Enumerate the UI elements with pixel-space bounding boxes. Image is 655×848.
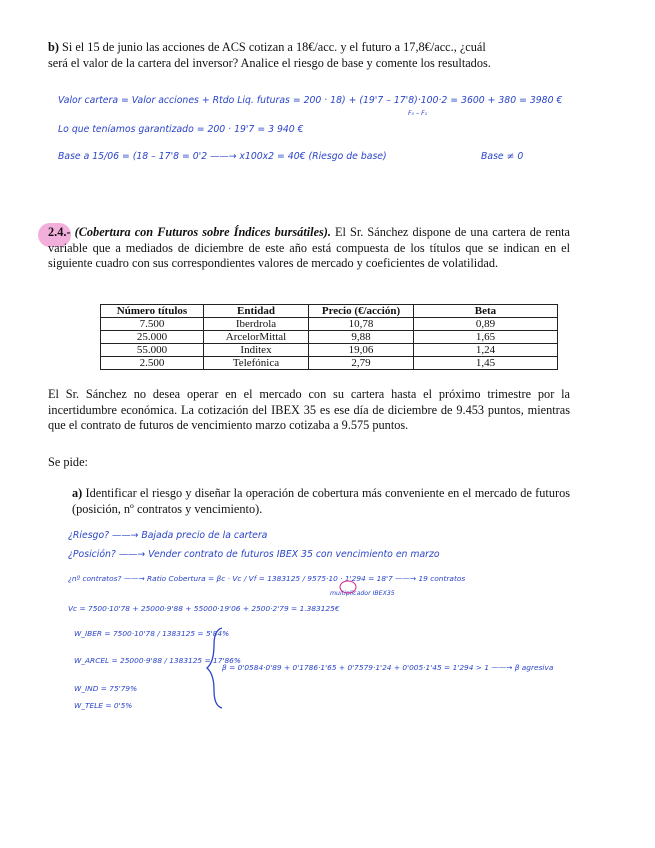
table-cell: 1,24 [414, 344, 558, 357]
hw-b-line3: Base a 15/06 = (18 – 17'8 = 0'2 ——→ x100x2 = 40€ (Riesgo de base) [58, 151, 387, 162]
question-a-text: Identificar el riesgo y diseñar la operación de cobertura más conveniente en el mercado de futuros (posición, nº contratos y vencimiento). [72, 486, 570, 516]
section-b-text1: Si el 15 de junio las acciones de ACS cotizan a 18€/acc. y el futuro a 17,8€/acc., ¿cuál [62, 40, 486, 54]
table-cell: 10,78 [309, 318, 414, 331]
curly-brace-stroke [207, 628, 222, 708]
hw-a-w-tele: W_TELE = 0'5% [74, 701, 133, 710]
section-b-line1 [48, 40, 608, 56]
hw-a-contratos-note: multiplicador IBEX35 [330, 590, 395, 597]
question-a-label: a) [72, 486, 83, 500]
problem-title: (Cobertura con Futuros sobre Índices bursátiles). [74, 225, 331, 239]
table-row [101, 357, 558, 370]
hw-a-w-iber: W_IBER = 7500·10'78 / 1383125 = 5'84% [74, 629, 230, 638]
col-header-num-titulos: Número títulos [101, 305, 204, 318]
table-cell: 1,65 [414, 331, 558, 344]
hw-a-riesgo: ¿Riesgo? ——→ Bajada precio de la cartera [68, 530, 268, 541]
section-b-line2: será el valor de la cartera del inversor? Analice el riesgo de base y comente los resultados. [48, 56, 491, 70]
question-a [72, 486, 570, 517]
table-cell: 55.000 [101, 344, 204, 357]
problem-number: 2.4.- [48, 225, 71, 239]
table-cell: 2.500 [101, 357, 204, 370]
table-header-row [101, 305, 558, 318]
hw-a-posicion: ¿Posición? ——→ Vender contrato de futuros IBEX 35 con vencimiento en marzo [68, 549, 440, 560]
hw-b-line1: Valor cartera = Valor acciones + Rtdo Liq. futuras = 200 · 18) + (19'7 – 17'8)·100·2 = 3600 + 380 = 3980 € [58, 95, 563, 106]
problem-intro-text: El Sr. Sánchez dispone de una cartera de renta variable que a mediados de diciembre de este año está compuesta de los títulos que se indican en el siguiente cuadro con sus correspondientes valores de mercado y coeficientes de volatilidad. [48, 225, 570, 270]
problem-para2: El Sr. Sánchez no desea operar en el mercado con su cartera hasta el próximo trimestre por la incertidumbre económica. La cotización del IBEX 35 es ese día de diciembre de 9.453 puntos, mientras que el contrato de futuros de vencimiento marzo cotizaba a 9.575 puntos. [48, 387, 570, 432]
table-row [101, 331, 558, 344]
col-header-entidad: Entidad [204, 305, 309, 318]
hw-b-line2: Lo que teníamos garantizado = 200 · 19'7 = 3 940 € [58, 124, 304, 135]
table-cell: Inditex [204, 344, 309, 357]
portfolio-table [100, 304, 558, 370]
table-cell: Iberdrola [204, 318, 309, 331]
table-cell: 25.000 [101, 331, 204, 344]
table-row [101, 318, 558, 331]
hw-a-beta: β = 0'0584·0'89 + 0'1786·1'65 + 0'7579·1'24 + 0'005·1'45 = 1'294 > 1 ——→ β agresiva [222, 663, 554, 672]
hw-b-line3-note: Base ≠ 0 [481, 151, 524, 162]
hw-a-w-ind: W_IND = 75'79% [74, 684, 138, 693]
section-b-label: b) [48, 40, 59, 54]
table-cell: 19,06 [309, 344, 414, 357]
table-cell: 7.500 [101, 318, 204, 331]
hw-a-vc: Vc = 7500·10'78 + 25000·9'88 + 55000·19'06 + 2500·2'79 = 1.383125€ [68, 604, 340, 613]
col-header-precio: Precio (€/acción) [309, 305, 414, 318]
table-row [101, 344, 558, 357]
hw-b-line1-sub: F₀ – F₁ [408, 110, 428, 117]
table-cell: Telefónica [204, 357, 309, 370]
hw-a-contratos: ¿nº contratos? ——→ Ratio Cobertura = βc · Vc / Vf = 1383125 / 9575·10 · 1'294 = 18'7 ——→ 19 contratos [68, 574, 466, 583]
table-cell: 1,45 [414, 357, 558, 370]
hw-a-w-arcel: W_ARCEL = 25000·9'88 / 1383125 = 17'86% [74, 656, 241, 665]
col-header-beta: Beta [414, 305, 558, 318]
table-cell: 2,79 [309, 357, 414, 370]
table-cell: 0,89 [414, 318, 558, 331]
problem-intro [48, 225, 570, 272]
table-cell: 9,88 [309, 331, 414, 344]
table-cell: ArcelorMittal [204, 331, 309, 344]
se-pide: Se pide: [48, 455, 88, 469]
